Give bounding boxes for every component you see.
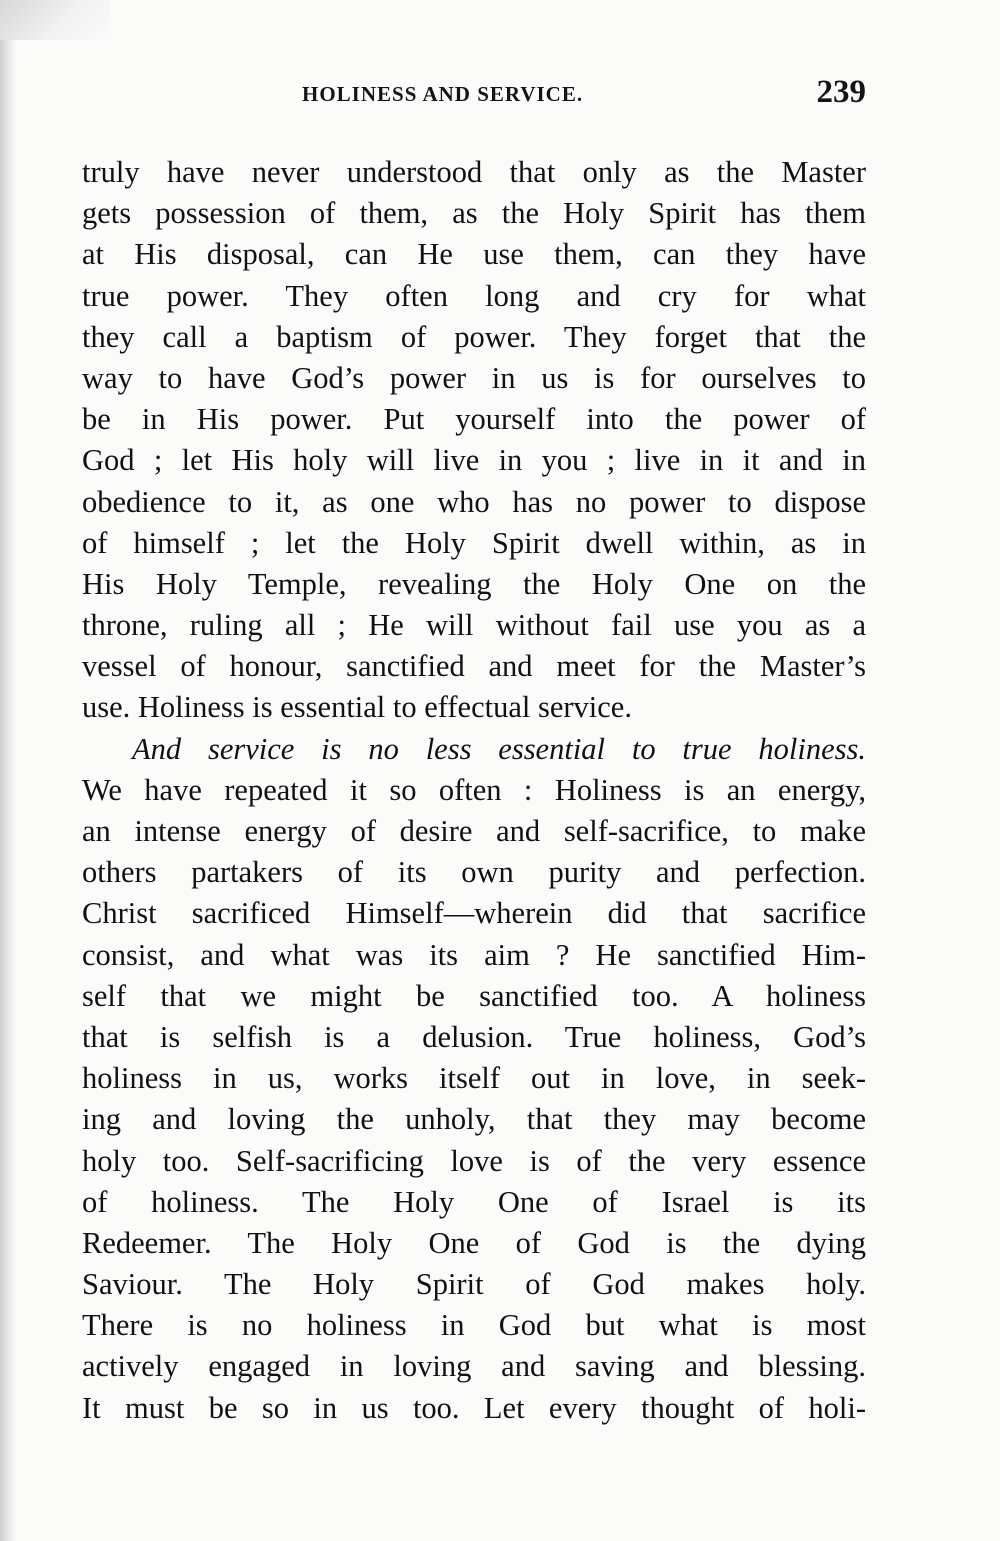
text-line: be in His power. Put yourself into the power of <box>82 402 866 437</box>
body-text <box>82 152 866 1429</box>
text-line: It must be so in us too. Let every thought of holi- <box>82 1390 866 1425</box>
text-line: at His disposal, can He use them, can they have <box>82 237 866 272</box>
text-line: of himself ; let the Holy Spirit dwell within, as in <box>82 525 866 560</box>
text-line: an intense energy of desire and self-sacrifice, to make <box>82 814 866 848</box>
text-line: vessel of honour, sanctified and meet for the Master’s <box>82 649 866 684</box>
text-line: Christ sacrificed Himself—wherein did that sacrifice <box>82 896 866 931</box>
text-line: Saviour. The Holy Spirit of God makes holy. <box>82 1267 866 1302</box>
binding-gutter-shadow <box>0 0 16 1541</box>
text-line: Redeemer. The Holy One of God is the dying <box>82 1225 866 1260</box>
text-line: truly have never understood that only as the Master <box>82 155 866 189</box>
text-line: self that we might be sanctified too. A holiness <box>82 978 866 1013</box>
text-line: holy too. Self-sacrificing love is of the very essence <box>82 1143 866 1178</box>
text-line: actively engaged in loving and saving and blessing. <box>82 1349 866 1384</box>
text-line: God ; let His holy will live in you ; live in it and in <box>82 443 866 478</box>
text-line: His Holy Temple, revealing the Holy One on the <box>82 566 866 601</box>
text-line: obedience to it, as one who has no power to dispose <box>82 484 866 519</box>
paragraph-end-line: use. Holiness is essential to effectual service. <box>82 690 632 725</box>
text-line: of holiness. The Holy One of Israel is its <box>82 1184 866 1219</box>
running-head <box>82 74 866 118</box>
text-line: consist, and what was its aim ? He sanctified Him- <box>82 937 866 972</box>
text-line: they call a baptism of power. They forget that the <box>82 319 866 354</box>
running-head-title: HOLINESS AND SERVICE. <box>302 82 584 106</box>
text-line: others partakers of its own purity and perfection. <box>82 855 866 890</box>
page-corner-shadow <box>0 0 110 40</box>
text-line: gets possession of them, as the Holy Spirit has them <box>82 196 866 231</box>
page-number: 239 <box>816 74 866 110</box>
text-line: throne, ruling all ; He will without fail use you as a <box>82 608 866 643</box>
italic-paragraph-opening-line: And service is no less essential to true holiness. <box>132 731 866 766</box>
text-line: way to have God’s power in us is for ourselves to <box>82 360 866 395</box>
text-line: holiness in us, works itself out in love, in seek- <box>82 1061 866 1096</box>
text-line: true power. They often long and cry for what <box>82 278 866 313</box>
text-line: that is selfish is a delusion. True holiness, God’s <box>82 1019 866 1054</box>
text-line: There is no holiness in God but what is most <box>82 1308 866 1343</box>
text-line: ing and loving the unholy, that they may become <box>82 1102 866 1137</box>
text-line: We have repeated it so often : Holiness is an energy, <box>82 772 866 807</box>
